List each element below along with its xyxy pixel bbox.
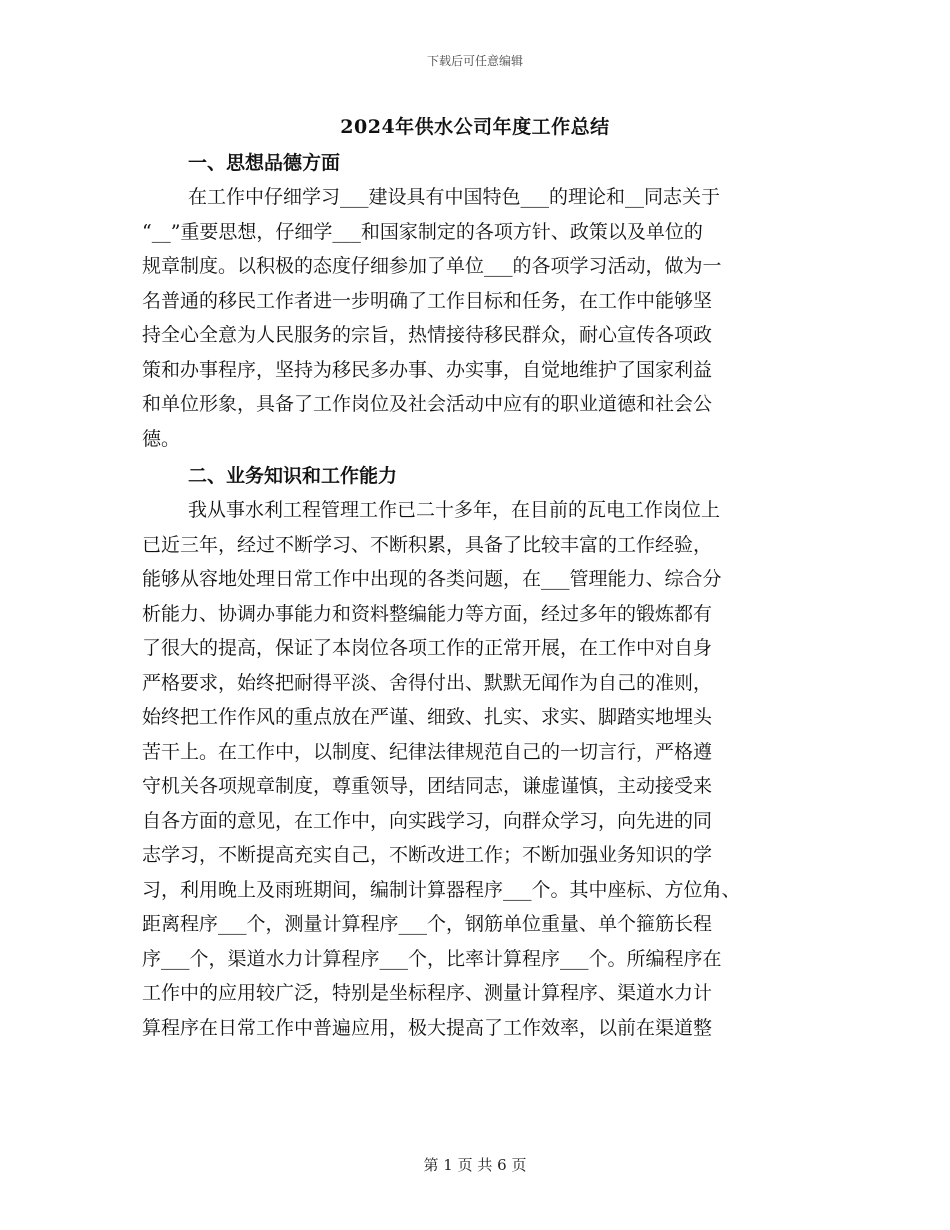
paragraph-line: “__”重要思想，仔细学___和国家制定的各项方针、政策以及单位的 (142, 220, 703, 243)
paragraph-line: 始终把工作作风的重点放在严谨、细致、扎实、求实、脚踏实地埋头 (142, 706, 713, 728)
paragraph-line: 在工作中仔细学习___建设具有中国特色___的理论和__同志关于 (188, 186, 721, 208)
paragraph-line: 自各方面的意见，在工作中，向实践学习，向群众学习，向先进的同 (142, 809, 713, 832)
paragraph-line: 守机关各项规章制度，尊重领导，团结同志，谦虚谨慎，主动接受来 (142, 775, 713, 797)
paragraph-line: 和单位形象，具备了工作岗位及社会活动中应有的职业道德和社会公 (142, 393, 713, 415)
document-title: 2024年供水公司年度工作总结 (340, 116, 610, 138)
paragraph-line: 我从事水利工程管理工作已二十多年，在目前的瓦电工作岗位上 (188, 499, 721, 521)
section-heading: 二、业务知识和工作能力 (188, 465, 398, 487)
section-heading: 一、思想品德方面 (188, 152, 341, 174)
page-header-note: 下载后可任意编辑 (426, 54, 523, 68)
paragraph-line: 策和办事程序，坚持为移民多办事、办实事，自觉地维护了国家利益 (142, 358, 713, 381)
paragraph-line: 析能力、协调办事能力和资料整编能力等方面，经过多年的锻炼都有 (142, 602, 713, 625)
section-moral-character (142, 146, 808, 456)
page-number: 第 1 页 共 6 页 (423, 1156, 527, 1174)
paragraph-line: 工作中的应用较广泛，特别是坐标程序、测量计算程序、渠道水力计 (142, 982, 713, 1004)
section-business-knowledge (142, 459, 808, 1045)
paragraph-line: 了很大的提高，保证了本岗位各项工作的正常开展，在工作中对自身 (142, 637, 713, 659)
paragraph-line: 志学习，不断提高充实自己，不断改进工作；不断加强业务知识的学 (142, 844, 713, 866)
paragraph-line: 距离程序___个，测量计算程序___个，钢筋单位重量、单个箍筋长程 (142, 913, 713, 935)
paragraph-line: 已近三年，经过不断学习、不断积累，具备了比较丰富的工作经验， (142, 533, 713, 556)
paragraph-line: 名普通的移民工作者进一步明确了工作目标和任务，在工作中能够坚 (142, 289, 713, 312)
paragraph-line: 习，利用晚上及雨班期间，编制计算器程序___个。其中座标、方位角、 (142, 878, 741, 901)
paragraph-line: 德。 (142, 427, 181, 450)
paragraph-line: 算程序在日常工作中普遍应用，极大提高了工作效率，以前在渠道整 (142, 1016, 713, 1039)
paragraph-line: 持全心全意为人民服务的宗旨，热情接待移民群众，耐心宣传各项政 (142, 324, 713, 346)
paragraph-line: 规章制度。以积极的态度仔细参加了单位___的各项学习活动，做为一 (142, 255, 722, 277)
paragraph-line: 序___个，渠道水力计算程序___个，比率计算程序___个。所编程序在 (142, 947, 722, 970)
paragraph-line: 严格要求，始终把耐得平淡、舍得付出、默默无闻作为自己的准则， (142, 671, 713, 694)
document-body (142, 146, 808, 1045)
paragraph-line: 能够从容地处理日常工作中出现的各类问题，在___管理能力、综合分 (142, 568, 722, 590)
paragraph-line: 苦干上。在工作中，以制度、纪律法律规范自己的一切言行，严格遵 (142, 740, 713, 763)
